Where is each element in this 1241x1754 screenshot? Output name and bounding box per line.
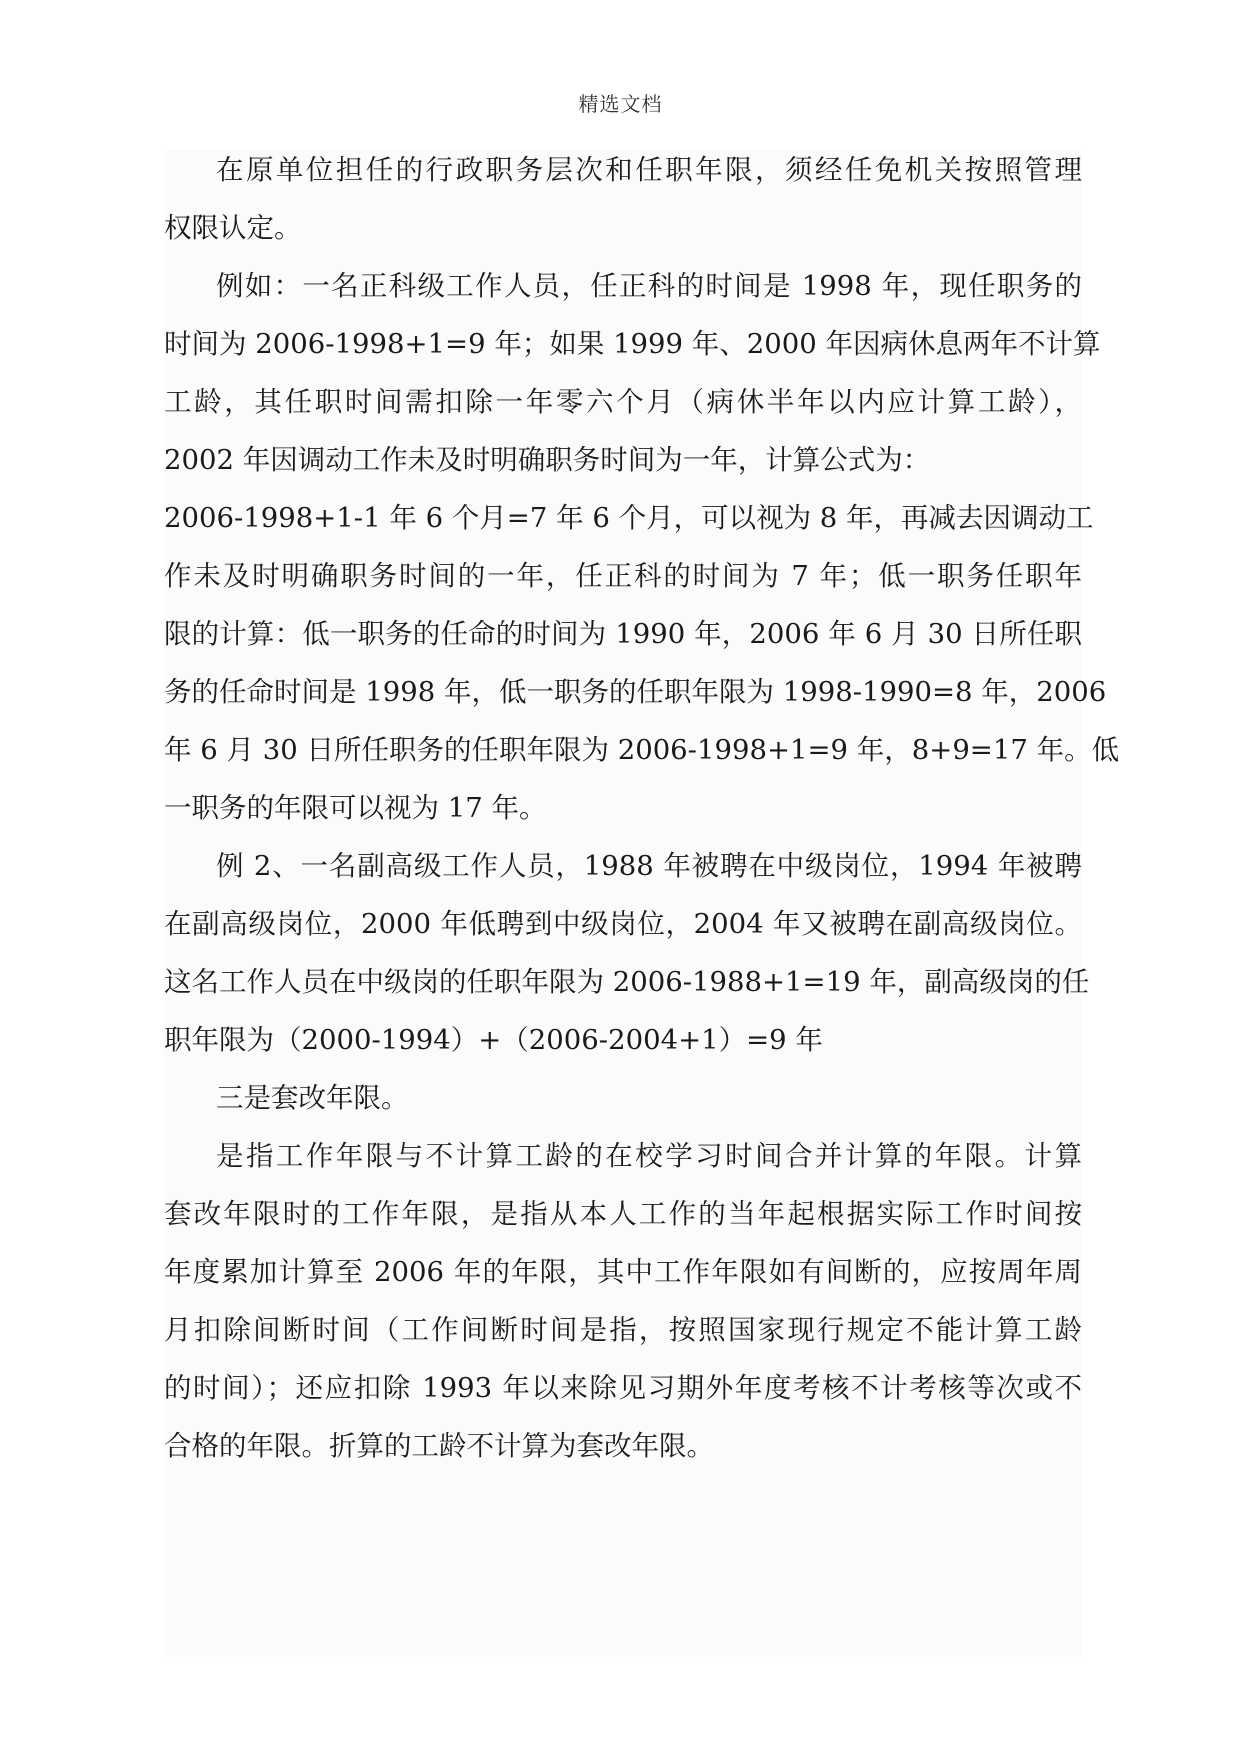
text-line: 例如：一名正科级工作人员，任正科的时间是 1998 年，现任职务的 [216,270,1082,302]
text-line: 职年限为（2000-1994）+（2006-2004+1）=9 年 [164,1024,823,1056]
section-heading: 三是套改年限。 [216,1082,409,1114]
document-body [164,150,1120,1657]
text-line: 作未及时明确职务时间的一年，任正科的时间为 7 年；低一职务任职年 [164,560,1082,592]
text-line: 年 6 月 30 日所任职务的任职年限为 2006-1998+1=9 年，8+9=17 年。低 [164,734,1120,766]
text-line: 一职务的年限可以视为 17 年。 [164,792,547,824]
text-line: 工龄，其任职时间需扣除一年零六个月（病休半年以内应计算工龄）， [164,386,1082,418]
text-line: 权限认定。 [164,212,302,244]
text-line: 2002 年因调动工作未及时明确职务时间为一年，计算公式为： [164,444,931,476]
text-line: 例 2、一名副高级工作人员，1988 年被聘在中级岗位，1994 年被聘 [216,850,1082,882]
text-line: 限的计算：低一职务的任命的时间为 1990 年，2006 年 6 月 30 日所任职 [164,618,1082,650]
text-line: 月扣除间断时间（工作间断时间是指，按照国家现行规定不能计算工龄 [164,1314,1082,1346]
text-line: 年度累加计算至 2006 年的年限，其中工作年限如有间断的，应按周年周 [164,1256,1082,1288]
text-line: 务的任命时间是 1998 年，低一职务的任职年限为 1998-1990=8 年，2006 [164,676,1107,708]
text-line: 套改年限时的工作年限，是指从本人工作的当年起根据实际工作时间按 [164,1198,1082,1230]
text-line: 2006-1998+1-1 年 6 个月=7 年 6 个月，可以视为 8 年，再减去因调动工 [164,502,1094,534]
text-line: 是指工作年限与不计算工龄的在校学习时间合并计算的年限。计算 [216,1140,1082,1172]
text-line: 合格的年限。折算的工龄不计算为套改年限。 [164,1430,714,1462]
text-line: 在原单位担任的行政职务层次和任职年限，须经任免机关按照管理 [216,154,1082,186]
text-line: 这名工作人员在中级岗的任职年限为 2006-1988+1=19 年，副高级岗的任 [164,966,1090,998]
text-line: 的时间）；还应扣除 1993 年以来除见习期外年度考核不计考核等次或不 [164,1372,1082,1404]
text-line: 在副高级岗位，2000 年低聘到中级岗位，2004 年又被聘在副高级岗位。 [164,908,1082,940]
page-header-title: 精选文档 [578,92,663,116]
text-line: 时间为 2006-1998+1=9 年；如果 1999 年、2000 年因病休息两年不计算 [164,328,1101,360]
